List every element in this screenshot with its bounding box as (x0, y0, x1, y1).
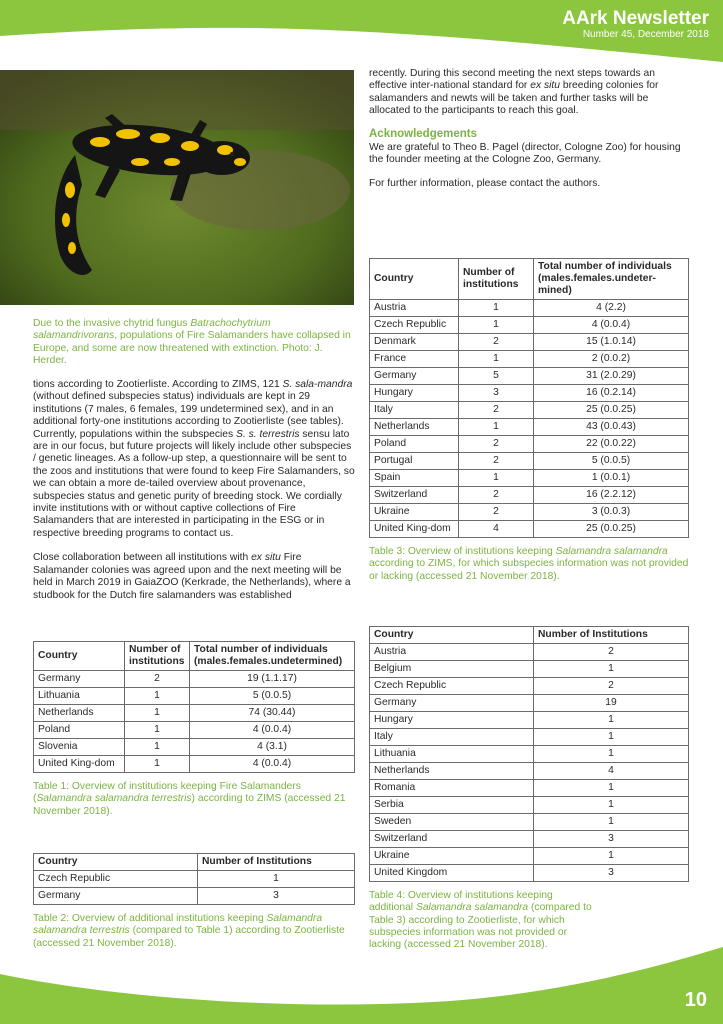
table-row (370, 712, 689, 729)
column-header: Country (370, 259, 459, 300)
table-cell: 4 (0.0.4) (190, 722, 355, 739)
table-row (34, 722, 355, 739)
table-cell: Slovenia (34, 739, 125, 756)
table-cell: 1 (0.0.1) (534, 470, 689, 487)
table-row (370, 729, 689, 746)
table-cell: 16 (2.2.12) (534, 487, 689, 504)
table-cell: 4 (534, 763, 689, 780)
table-row (34, 888, 355, 905)
table-cell: 16 (0.2.14) (534, 385, 689, 402)
column-header: Total number of individuals (males.females.undetermined) (190, 642, 355, 671)
table-2-caption: Table 2: Overview of additional institutions keeping Salamandra salamandra terrestris (compared to Table 1) according to Zootierliste (accessed 21 November 2018). (33, 913, 345, 949)
table-cell: France (370, 351, 459, 368)
table-cell: United King-dom (370, 521, 459, 538)
table-cell: United Kingdom (370, 865, 534, 882)
table-row (370, 763, 689, 780)
table-cell: Austria (370, 644, 534, 661)
table-cell: 1 (459, 419, 534, 436)
table-cell: 1 (459, 300, 534, 317)
table-cell: 4 (459, 521, 534, 538)
table-cell: Czech Republic (370, 317, 459, 334)
table-cell: 1 (534, 797, 689, 814)
table-cell: 31 (2.0.29) (534, 368, 689, 385)
table-cell: 1 (459, 470, 534, 487)
table-cell: Hungary (370, 712, 534, 729)
table-row (370, 504, 689, 521)
table-cell: 5 (0.0.5) (190, 688, 355, 705)
table-cell: 1 (459, 317, 534, 334)
left-body-text (33, 379, 355, 602)
table-row (370, 678, 689, 695)
table-cell: Denmark (370, 334, 459, 351)
table-cell: 2 (125, 671, 190, 688)
table-cell: 1 (534, 814, 689, 831)
table-row (370, 661, 689, 678)
table-cell: Lithuania (34, 688, 125, 705)
table-row (370, 351, 689, 368)
table-cell: Italy (370, 402, 459, 419)
table-cell: 3 (534, 831, 689, 848)
table-cell: Netherlands (370, 419, 459, 436)
paragraph: recently. During this second meeting the next steps towards an effective inter-national standard for ex situ breeding colonies for salamanders and newts will be taken and further tasks will be allocated to the participants to reach this goal. (369, 68, 659, 117)
table-cell: 3 (459, 385, 534, 402)
table-cell: Italy (370, 729, 534, 746)
table-cell: 4 (2.2) (534, 300, 689, 317)
table-row (370, 644, 689, 661)
further-info-text: For further information, please contact the authors. (369, 178, 601, 190)
table-row (370, 334, 689, 351)
table-cell: Austria (370, 300, 459, 317)
table-cell: 2 (459, 436, 534, 453)
table-cell: Germany (370, 695, 534, 712)
photo-caption: Due to the invasive chytrid fungus Batrachochytrium salamandrivorans, populations of Fire Salamanders have collapsed in Europe, and some are now threatened with extinction. Photo: J. Herder. (33, 318, 351, 366)
table-cell: United King-dom (34, 756, 125, 773)
table-row (34, 871, 355, 888)
table-row (370, 436, 689, 453)
table-cell: 1 (125, 722, 190, 739)
table-row (370, 368, 689, 385)
table-row (370, 831, 689, 848)
column-header: Number of Institutions (534, 627, 689, 644)
table-row (34, 705, 355, 722)
table-cell: 2 (534, 678, 689, 695)
table-cell: 2 (459, 453, 534, 470)
table-row (370, 385, 689, 402)
table-cell: 22 (0.0.22) (534, 436, 689, 453)
table-cell: Netherlands (34, 705, 125, 722)
table-row (370, 453, 689, 470)
column-header: Number of institutions (459, 259, 534, 300)
table-cell: 25 (0.0.25) (534, 521, 689, 538)
table-1-caption: Table 1: Overview of institutions keeping Fire Salamanders (Salamandra salamandra terrestris) according to ZIMS (accessed 21 November 2018). (33, 781, 346, 817)
acknowledgements-heading: Acknowledgements (369, 127, 477, 140)
table-4 (369, 626, 689, 951)
table-cell: Belgium (370, 661, 534, 678)
table-cell: Switzerland (370, 487, 459, 504)
table-cell: 74 (30.44) (190, 705, 355, 722)
table-row (370, 470, 689, 487)
table-cell: Spain (370, 470, 459, 487)
table-cell: Serbia (370, 797, 534, 814)
table-cell: Sweden (370, 814, 534, 831)
table-row (370, 487, 689, 504)
table-cell: 1 (125, 688, 190, 705)
acknowledgements-text: We are grateful to Theo B. Pagel (director, Cologne Zoo) for housing the founder meeting at the Cologne Zoo, Germany. (369, 141, 681, 166)
table-cell: 1 (534, 780, 689, 797)
table-cell: Germany (34, 888, 198, 905)
table-row (370, 814, 689, 831)
table-row (370, 402, 689, 419)
table-cell: 2 (459, 334, 534, 351)
table-cell: 2 (459, 504, 534, 521)
table-cell: 19 (1.1.17) (190, 671, 355, 688)
table-row (34, 688, 355, 705)
column-header: Number of institutions (125, 642, 190, 671)
table-cell: Germany (370, 368, 459, 385)
table-cell: 25 (0.0.25) (534, 402, 689, 419)
table-cell: 1 (125, 705, 190, 722)
table-cell: Lithuania (370, 746, 534, 763)
table-row (34, 739, 355, 756)
table-cell: Poland (34, 722, 125, 739)
table-4-caption: Table 4: Overview of institutions keeping additional Salamandra salamandra (compared to Table 3) according to Zootierliste, for which subspecies information was not provided or lacking (accessed 21 November 2018). (369, 890, 592, 951)
column-header: Total number of individuals (males.females.undeter-mined) (534, 259, 689, 300)
right-body-text (369, 68, 689, 191)
table-cell: 5 (459, 368, 534, 385)
table-cell: 1 (125, 739, 190, 756)
table-row (370, 865, 689, 882)
page-number: 10 (684, 989, 707, 1011)
table-cell: 1 (534, 661, 689, 678)
table-cell: 1 (125, 756, 190, 773)
table-1 (33, 641, 355, 818)
table-row (370, 797, 689, 814)
table-row (370, 419, 689, 436)
table-cell: 43 (0.0.43) (534, 419, 689, 436)
table-cell: 2 (459, 487, 534, 504)
paragraph: tions according to Zootierliste. According to ZIMS, 121 S. sala-mandra (without defined subspecies status) individuals are kept in 29 institutions (7 males, 6 females, 199 undetermined sex), and in an additional forty-one institutions according to Zootierliste (see tables). Currently, populations within the subspecies S. s. terrestris sensu lato are in our focus, but future projects will likely include other subspecies / genetic lineages. As a follow-up step, a questionnaire will be sent to the zoos and institutions that were found to keep Fire Salamanders, so we can obtain a more de-tailed overview about provenance, subspecies status and genetic purity of breeding stock. We cordially invite institutions with or without captive collections of Fire Salamanders that are interested in participating in the ESG or in respective breeding programs to contact us. (33, 379, 355, 539)
table-cell: 1 (459, 351, 534, 368)
table-row (370, 300, 689, 317)
table-cell: 19 (534, 695, 689, 712)
table-cell: Switzerland (370, 831, 534, 848)
column-header: Number of Institutions (198, 854, 355, 871)
table-cell: Romania (370, 780, 534, 797)
table-cell: Germany (34, 671, 125, 688)
table-cell: 1 (534, 746, 689, 763)
table-cell: 2 (534, 644, 689, 661)
table-row (370, 317, 689, 334)
table-cell: 15 (1.0.14) (534, 334, 689, 351)
fire-salamander-photo (0, 70, 354, 305)
table-row (370, 848, 689, 865)
issue-number: Number 45, December 2018 (582, 29, 709, 40)
table-cell: 5 (0.0.5) (534, 453, 689, 470)
table-cell: Czech Republic (34, 871, 198, 888)
table-cell: Ukraine (370, 504, 459, 521)
table-cell: Czech Republic (370, 678, 534, 695)
table-cell: Netherlands (370, 763, 534, 780)
table-cell: 3 (198, 888, 355, 905)
column-header: Country (34, 854, 198, 871)
table-cell: Hungary (370, 385, 459, 402)
table-row (370, 746, 689, 763)
table-cell: 4 (0.0.4) (534, 317, 689, 334)
table-3 (369, 258, 689, 583)
column-header: Country (370, 627, 534, 644)
table-row (370, 780, 689, 797)
table-row (370, 521, 689, 538)
newsletter-title: AArk Newsletter (562, 8, 709, 29)
table-cell: Poland (370, 436, 459, 453)
table-cell: 1 (534, 848, 689, 865)
table-row (34, 756, 355, 773)
table-3-caption: Table 3: Overview of institutions keeping Salamandra salamandra according to ZIMS, for which subspecies information was not provided or lacking (accessed 21 November 2018). (369, 546, 689, 582)
table-row (370, 695, 689, 712)
table-cell: 3 (534, 865, 689, 882)
column-header: Country (34, 642, 125, 671)
table-cell: 4 (3.1) (190, 739, 355, 756)
table-cell: 1 (534, 712, 689, 729)
table-cell: 2 (0.0.2) (534, 351, 689, 368)
table-cell: Portugal (370, 453, 459, 470)
footer-banner (0, 929, 723, 1024)
table-cell: 1 (198, 871, 355, 888)
paragraph: Close collaboration between all institutions with ex situ Fire Salamander colonies was agreed upon and the next meeting will be held in March 2019 in GaiaZOO (Kerkrade, the Netherlands), where a studbook for the Dutch fire salamanders was established (33, 552, 351, 601)
table-cell: 4 (0.0.4) (190, 756, 355, 773)
table-cell: Ukraine (370, 848, 534, 865)
table-cell: 2 (459, 402, 534, 419)
table-cell: 1 (534, 729, 689, 746)
table-row (34, 671, 355, 688)
table-cell: 3 (0.0.3) (534, 504, 689, 521)
